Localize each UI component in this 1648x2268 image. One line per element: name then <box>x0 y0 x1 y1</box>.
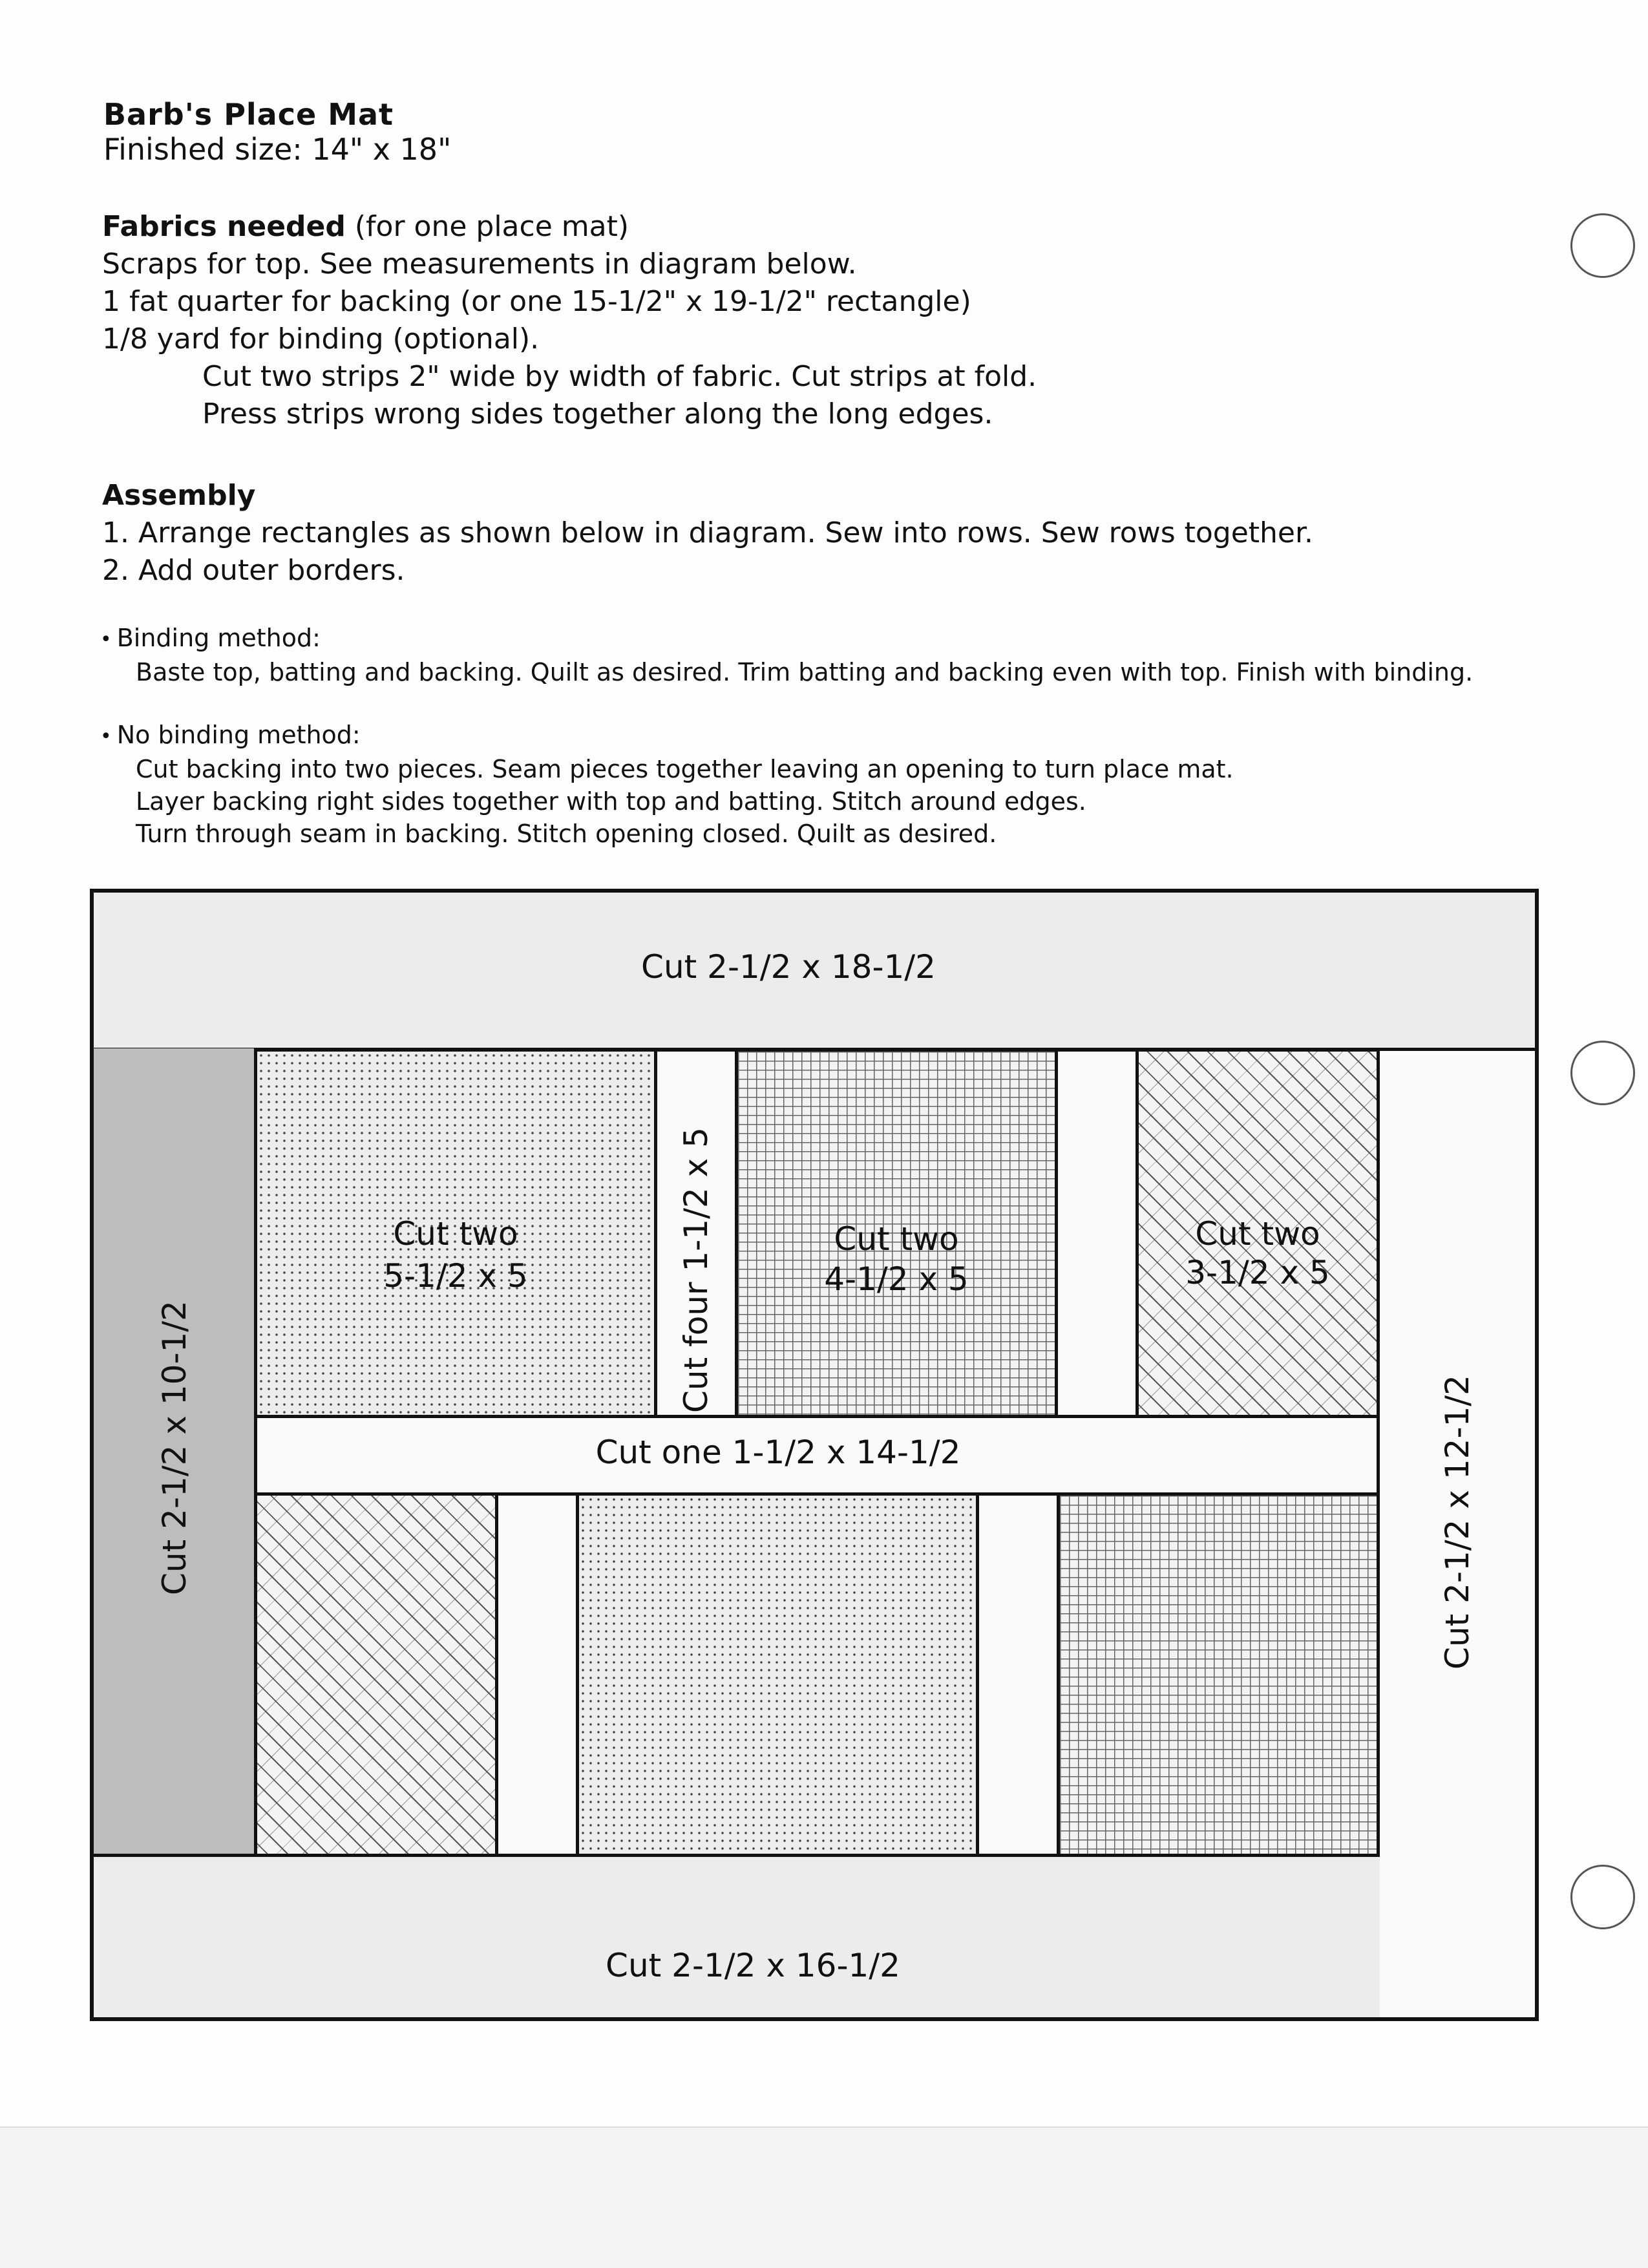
sash-strip-top-2 <box>1055 1048 1139 1418</box>
top-border-label: Cut 2-1/2 x 18-1/2 <box>641 948 936 986</box>
no-binding-line: Turn through seam in backing. Stitch opening closed. Quilt as desired. <box>136 819 997 848</box>
fabrics-heading: Fabrics needed <box>102 210 346 243</box>
bullet-icon: • <box>100 628 112 651</box>
fabrics-line: Scraps for top. See measurements in diagram below. <box>102 248 857 281</box>
block-a-bottom <box>576 1492 979 1857</box>
block-b-label-line1: Cut two <box>834 1220 959 1258</box>
left-border-label: Cut 2-1/2 x 10-1/2 <box>156 1300 193 1595</box>
fabrics-line: 1/8 yard for binding (optional). <box>102 323 540 355</box>
block-c-bottom <box>254 1492 498 1857</box>
no-binding-line: Layer backing right sides together with top and batting. Stitch around edges. <box>136 787 1086 816</box>
binding-method-title: Binding method: <box>116 624 321 652</box>
no-binding-method-title: No binding method: <box>116 721 361 749</box>
assembly-step: 2. Add outer borders. <box>102 554 405 587</box>
block-a-label-line2: 5-1/2 x 5 <box>383 1257 528 1295</box>
block-c-label-line1: Cut two <box>1195 1215 1320 1253</box>
right-border-label: Cut 2-1/2 x 12-1/2 <box>1439 1375 1476 1669</box>
sash-strip-bottom <box>495 1492 579 1857</box>
fabrics-indented-line: Press strips wrong sides together along the long edges. <box>202 397 993 430</box>
bullet-icon: • <box>100 725 112 748</box>
sash-strip-label: Cut four 1-1/2 x 5 <box>677 1127 715 1413</box>
bottom-border-panel <box>94 1854 1380 2017</box>
bottom-border-label: Cut 2-1/2 x 16-1/2 <box>606 1947 900 1984</box>
finished-size: Finished size: 14" x 18" <box>103 132 452 167</box>
binding-method-text: Baste top, batting and backing. Quilt as desired. Trim batting and backing even with top. Finish with binding. <box>136 657 1474 686</box>
fabrics-line: 1 fat quarter for backing (or one 15-1/2" x 19-1/2" rectangle) <box>102 285 971 318</box>
fabrics-indented-line: Cut two strips 2" wide by width of fabric. Cut strips at fold. <box>202 360 1037 393</box>
punch-hole-bottom <box>1570 1865 1635 1929</box>
block-c-label-line2: 3-1/2 x 5 <box>1185 1254 1330 1291</box>
no-binding-line: Cut backing into two pieces. Seam pieces together leaving an opening to turn place mat. <box>136 754 1234 783</box>
punch-hole-top <box>1570 213 1635 278</box>
assembly-step: 1. Arrange rectangles as shown below in diagram. Sew into rows. Sew rows together. <box>102 516 1314 549</box>
block-b-label-line2: 4-1/2 x 5 <box>824 1260 969 1298</box>
block-b-bottom <box>1057 1492 1380 1857</box>
assembly-heading: Assembly <box>102 479 256 512</box>
fabrics-section <box>102 208 1037 433</box>
assembly-section <box>102 477 1313 589</box>
punch-hole-middle <box>1570 1041 1635 1105</box>
binding-method <box>100 622 1473 688</box>
fabrics-heading-note: (for one place mat) <box>354 210 629 243</box>
sash-strip-bottom-2 <box>976 1492 1060 1857</box>
page-bottom-margin <box>0 2126 1648 2268</box>
document-header <box>103 97 451 167</box>
block-a-label-line1: Cut two <box>393 1215 518 1253</box>
no-binding-method <box>100 719 1234 850</box>
center-strip-label: Cut one 1-1/2 x 14-1/2 <box>595 1434 961 1471</box>
document-title: Barb's Place Mat <box>103 97 394 132</box>
